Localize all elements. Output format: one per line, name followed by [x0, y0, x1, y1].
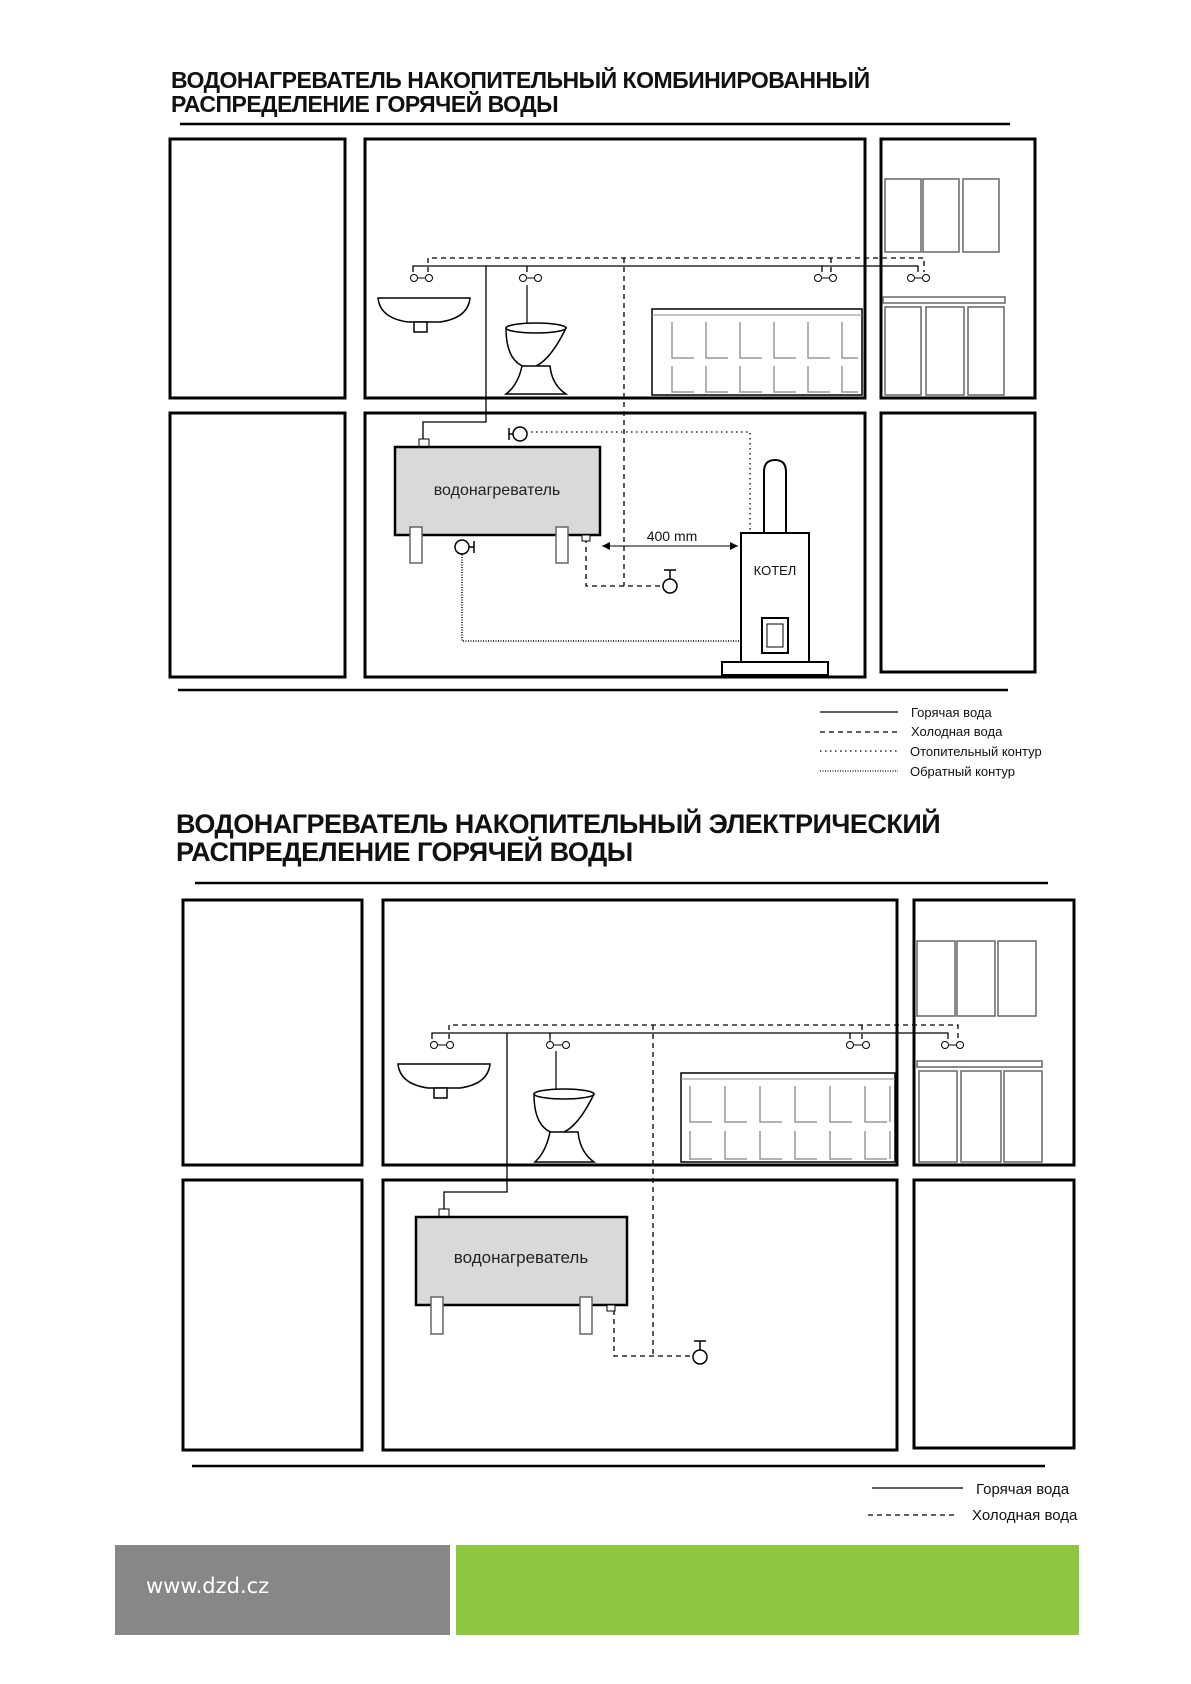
legend-label: Холодная вода: [911, 724, 1003, 739]
diagram2-water-heater: [416, 1209, 627, 1334]
diagram2-title-line2: РАСПРЕДЕЛЕНИЕ ГОРЯЧЕЙ ВОДЫ: [176, 837, 633, 868]
heater-leg: [556, 527, 568, 563]
diagram1-water-heater: [395, 439, 600, 563]
distance-marker: [602, 528, 738, 550]
base-cabinet: [919, 1071, 957, 1162]
heater-leg: [410, 527, 422, 563]
tap-icon: [663, 570, 677, 593]
valve-icon: [431, 1042, 454, 1049]
footer-url[interactable]: www.dzd.cz: [146, 1574, 270, 1598]
toilet-icon: [534, 1051, 594, 1162]
base-cabinet: [885, 307, 921, 395]
room-lower-left: [183, 1180, 362, 1450]
diagram2: [183, 883, 1078, 1524]
room-lower-right: [914, 1180, 1074, 1448]
legend-label: Отопительный контур: [910, 744, 1042, 759]
bathtub-icon: [681, 1073, 895, 1162]
valve-icon: [847, 1042, 870, 1049]
stop-valve-icon: [455, 540, 474, 554]
footer-green-band: [456, 1545, 1079, 1635]
base-cabinet: [1004, 1071, 1042, 1162]
room-upper-left: [183, 900, 362, 1165]
stop-valve-icon: [509, 427, 527, 441]
valve-icon: [411, 275, 433, 282]
room-upper-left: [170, 139, 345, 398]
diagram2-legend: [868, 1481, 1078, 1524]
heater-leg: [431, 1297, 443, 1334]
heater-label: водонагреватель: [453, 1248, 589, 1267]
boiler-icon: [722, 460, 828, 675]
tap-icon: [693, 1341, 707, 1364]
base-cabinet: [968, 307, 1004, 395]
kitchen-cabinets: [917, 941, 1042, 1162]
wall-cabinet: [923, 179, 959, 252]
legend-label: Горячая вода: [911, 705, 992, 720]
worktop: [917, 1061, 1042, 1067]
heater-label: водонагреватель: [433, 482, 561, 499]
wall-cabinet: [917, 941, 955, 1016]
room-lower-right: [881, 413, 1035, 672]
worktop: [883, 297, 1005, 303]
diagram2-stop-valves: [693, 1341, 707, 1364]
diagram2-valves: [431, 1039, 964, 1049]
kitchen-cabinets: [883, 179, 1005, 395]
valve-icon: [942, 1042, 964, 1049]
wall-cabinet: [885, 179, 921, 252]
valve-icon: [815, 275, 837, 282]
diagram1-title-line1: ВОДОНАГРЕВАТЕЛЬ НАКОПИТЕЛЬНЫЙ КОМБИНИРОВАННЫЙ: [171, 67, 870, 93]
diagram1: [170, 124, 1042, 779]
legend-label: Холодная вода: [972, 1507, 1078, 1524]
legend-label: Обратный контур: [910, 764, 1016, 779]
diagram1-legend: [820, 705, 1042, 779]
diagram1-return-circuit: [462, 547, 744, 641]
wall-cabinet: [963, 179, 999, 252]
toilet-icon: [506, 285, 566, 394]
diagram1-valves: [411, 275, 930, 282]
valve-icon: [520, 275, 542, 282]
diagram1-title-line2: РАСПРЕДЕЛЕНИЕ ГОРЯЧЕЙ ВОДЫ: [171, 91, 559, 118]
diagram2-title-line1: ВОДОНАГРЕВАТЕЛЬ НАКОПИТЕЛЬНЫЙ ЭЛЕКТРИЧЕСКИЙ: [176, 809, 941, 839]
base-cabinet: [926, 307, 964, 395]
heater-leg: [580, 1297, 592, 1334]
sink-icon: [378, 298, 470, 332]
valve-icon: [908, 275, 930, 282]
room-lower-left: [170, 413, 345, 677]
legend-label: Горячая вода: [976, 1481, 1070, 1498]
sink-icon: [398, 1064, 490, 1098]
distance-label: 400 mm: [646, 528, 698, 544]
wall-cabinet: [957, 941, 995, 1016]
bathtub-icon: [652, 309, 862, 395]
boiler-label: КОТЕЛ: [753, 563, 797, 578]
wall-cabinet: [998, 941, 1036, 1016]
base-cabinet: [961, 1071, 1001, 1162]
valve-icon: [547, 1042, 570, 1049]
